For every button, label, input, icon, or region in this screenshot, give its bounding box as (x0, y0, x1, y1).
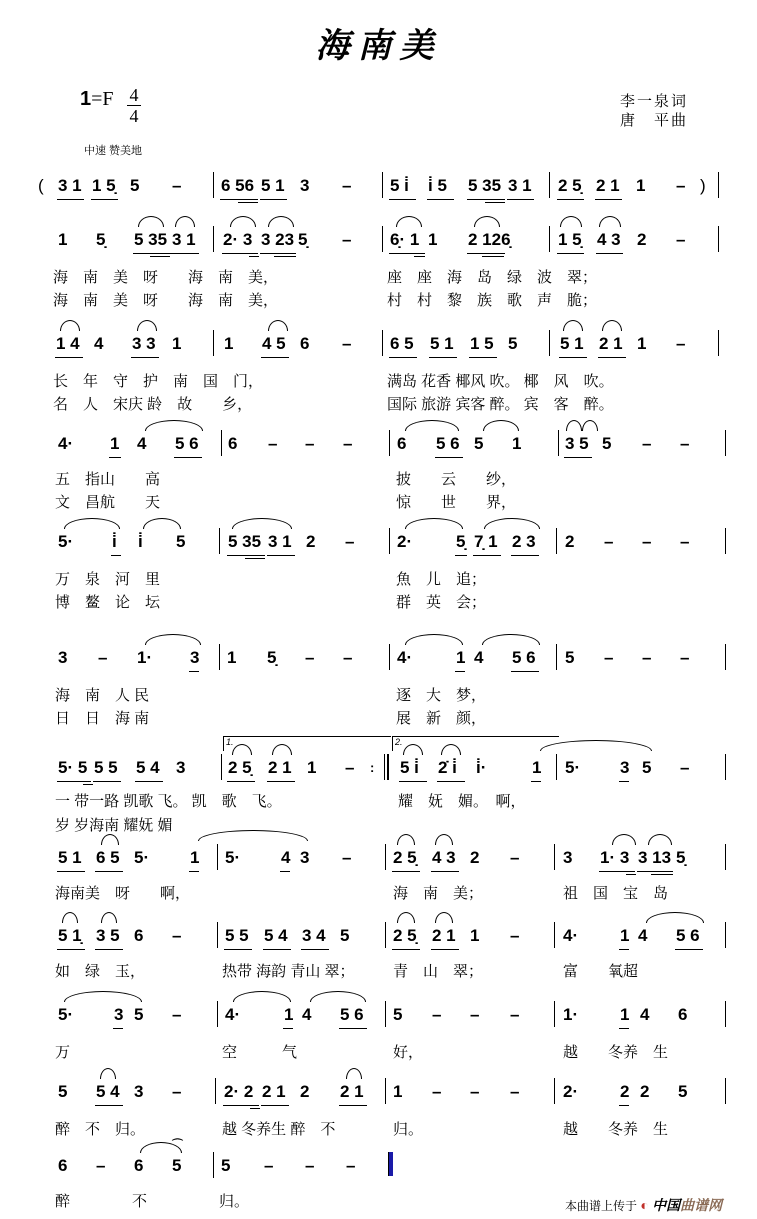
lyric-d: 越 冬养 生 (563, 1044, 669, 1061)
lyric-a: 醉 不 归。 (55, 1121, 146, 1138)
time-signature (127, 86, 141, 125)
lyric-c: 好， (393, 1044, 424, 1061)
notes: 3 – 1· 3 1 5̣ – – 4· 1 4 5 6 5 – – – (0, 648, 757, 674)
tempo-marking: 中速 赞美地 (84, 145, 143, 157)
lyric-b: 越 冬养生 醉 不 (222, 1121, 336, 1138)
composer: 唐 平曲 (620, 112, 689, 129)
time-sig-top: 4 (129, 85, 139, 105)
lyric-verse2-a: 博 鳌 论 坛 (55, 594, 161, 611)
lyric-c: 归。 (219, 1193, 250, 1210)
music-score-logo-icon: ◐ (640, 1197, 649, 1213)
lyric-verse1-a: 长 年 守 护 南 国 门， (53, 373, 264, 390)
lyric-verse1-a: 一 带一路 凯歌 飞。 凯 歌 飞。 (55, 793, 282, 810)
lyric-d: 富 氧超 (563, 963, 639, 980)
lyric-a: 醉 (55, 1193, 71, 1210)
lyricist: 李一泉词 (620, 93, 689, 110)
notes: 5 1̣ 3 5 6 – 5 5 5 4 3 4 5 2 5̣ 2 1 1 – 4· 1 4 5 6 (0, 926, 757, 952)
key-letter: =F (91, 88, 114, 110)
lyric-d: 越 冬养 生 (563, 1121, 669, 1138)
time-sig-bottom: 4 (129, 106, 139, 126)
notes: 4· 1 4 5 6 6 – – – 6 5 6 5 1 3 5 5 – – (0, 434, 757, 460)
notes: 1 5̣ 5 35 3 1 2· 3 3 23 5̣ – 6̣· 1 1 2 126̣ 1 5̣ 4 3 2 – (0, 230, 757, 256)
lyric-verse1-b: 披 云 纱， (396, 471, 517, 488)
notes: 5 1 6 5 5· 1 5· 4 3 – 2 5̣ 4 3 2 – 3 1· 3 3 13 5̣ (0, 848, 757, 874)
lyric-verse1-b: 满岛 花香 椰风 吹。 椰 风 吹。 (387, 373, 614, 390)
key-signature (80, 88, 114, 111)
upload-text: 本曲谱上传于 (565, 1199, 638, 1213)
credits (620, 92, 688, 130)
lyric-c: 祖 国 宝 岛 (563, 885, 669, 902)
lyric-verse2-b: 展 新 颜， (396, 710, 487, 727)
lyric-verse1-a: 五 指山 高 (55, 471, 161, 488)
key-tonic: 1 (80, 88, 92, 110)
notes: 5· 5 5 5 5 4 3 2 5̣ 2 1 1 – : 5 i̇ 2̇ i̇ i̇· 1 5· 3 5 – (0, 758, 757, 784)
lyric-verse1-a: 海 南 美 呀 海 南 美， (53, 269, 279, 286)
lyric-a: 万 (55, 1044, 71, 1061)
lyric-c: 归。 (393, 1121, 424, 1138)
lyric-verse2-b: 群 英 会； (396, 594, 487, 611)
lyric-verse2-b: 村 村 黎 族 歌 声 脆； (387, 292, 598, 309)
notes: ( 3 1 1 5̣ 5 – 6 56 5 1 3 – 5 i̇ i̇ 5 5 35 3 1 2 5̣ 2 1 1 – ) (0, 176, 757, 202)
lyric-verse2-b: 国际 旅游 宾客 醉。 宾 客 醉。 (387, 396, 614, 413)
lyric-verse1-b: 魚 儿 追； (396, 571, 487, 588)
footer-watermark (565, 1195, 722, 1215)
lyric-verse2-a: 岁 岁海南 耀妩 媚 (55, 817, 173, 834)
lyric-c: 青 山 翠； (393, 963, 484, 980)
notes: 1 4 4 3 3 1 1 4 5 6 – 6 5 5 1 1 5 5 5 1 2 1 1 – (0, 334, 757, 360)
lyric-verse2-a: 文 昌航 天 (55, 494, 161, 511)
volta-1: 1. (223, 736, 391, 751)
final-barline (388, 1152, 393, 1176)
lyric-b: 空 气 (222, 1044, 298, 1061)
lyric-b: 海 南 美； (393, 885, 484, 902)
lyric-verse1-b: 耀 妩 媚。 啊， (398, 793, 526, 810)
lyric-verse1-a: 万 泉 河 里 (55, 571, 161, 588)
lyric-b: 热带 海韵 青山 翠； (222, 963, 355, 980)
volta-2: 2. (392, 736, 559, 751)
lyric-verse2-a: 海 南 美 呀 海 南 美， (53, 292, 279, 309)
site-name-b: 曲谱网 (680, 1197, 723, 1213)
lyric-b: 不 (132, 1193, 148, 1210)
lyric-verse1-a: 海 南 人 民 (55, 687, 150, 704)
fermata-icon: ⌒ (172, 1139, 183, 1151)
lyric-verse1-b: 座 座 海 岛 绿 波 翠； (387, 269, 598, 286)
lyric-verse2-a: 日 日 海 南 (55, 710, 150, 727)
notes: 5· 3 5 – 4· 1 4 5 6 5 – – – 1· 1 4 6 (0, 1005, 757, 1031)
lyric-a: 如 绿 玉， (55, 963, 146, 980)
site-name-a: 中国 (652, 1197, 681, 1213)
lyric-a: 海南美 呀 啊， (55, 885, 191, 902)
lyric-verse1-b: 逐 大 梦， (396, 687, 487, 704)
song-title: 海南美 (315, 26, 442, 66)
notes: 5 5 4 3 – 2· 2 2 1 2 2 1 1 – – – 2· 2 2 5 (0, 1082, 757, 1108)
lyric-verse2-a: 名 人 宋庆 龄 故 乡， (53, 396, 253, 413)
notes: 5· i̇ i̇ 5 5 35 3 1 2 – 2· 5̣ 7̣ 1 2 3 2 – – – (0, 532, 757, 558)
notes: 6 – ⌒ 6 5 5 – – – (0, 1156, 757, 1182)
lyric-verse2-b: 惊 世 界， (396, 494, 517, 511)
